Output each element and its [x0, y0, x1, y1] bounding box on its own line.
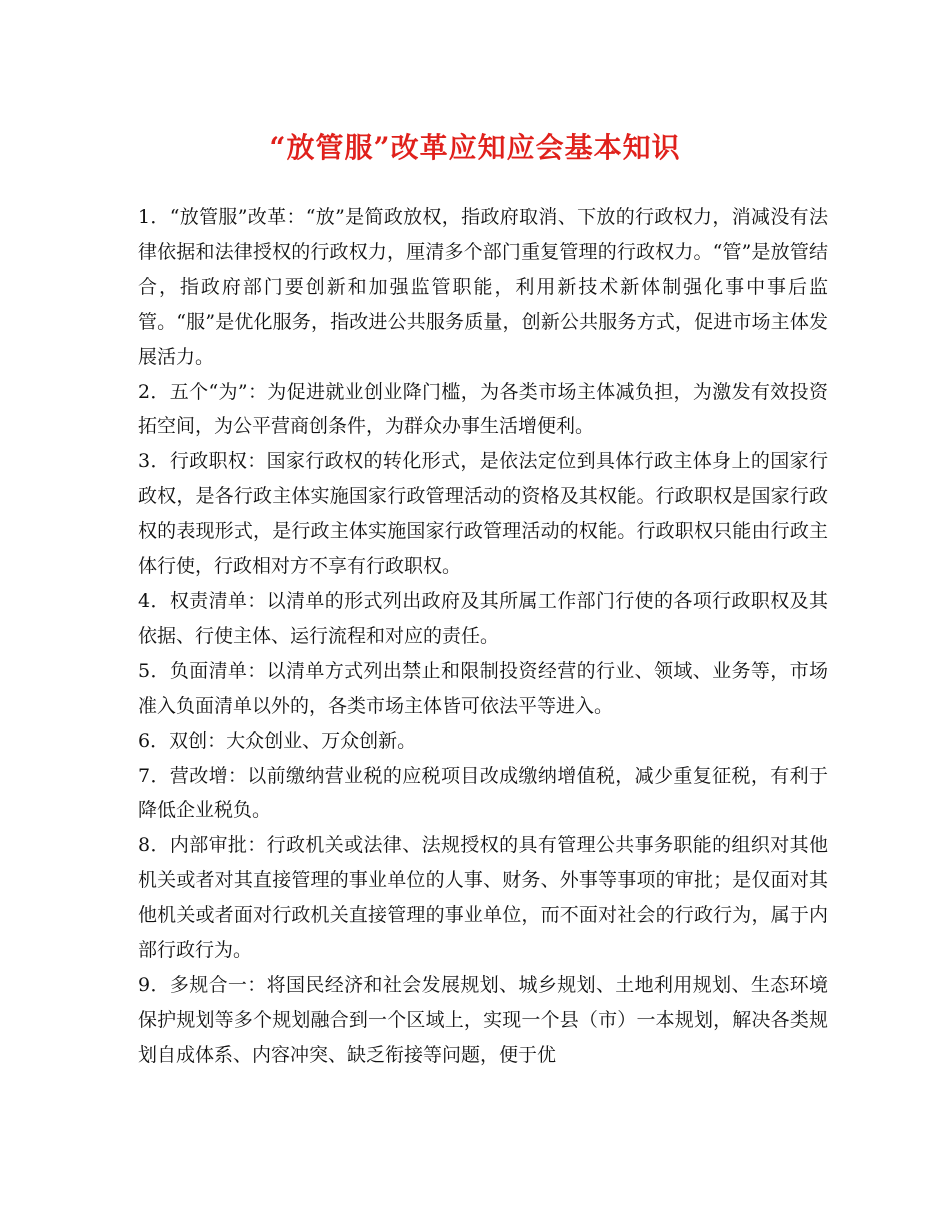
- paragraph-2: 2．五个“为”：为促进就业创业降门槛，为各类市场主体减负担，为激发有效投资拓空间，为公平营商创条件，为群众办事生活增便利。: [138, 380, 828, 438]
- document-title: “放管服”改革应知应会基本知识: [269, 131, 681, 164]
- document-body: [138, 200, 828, 1073]
- paragraph-6: 6．双创：大众创业、万众创新。: [138, 729, 417, 752]
- paragraph-1: 1．“放管服”改革：“放”是简政放权，指政府取消、下放的行政权力，消减没有法律依据和法律授权的行政权力，厘清多个部门重复管理的行政权力。“管”是放管结合，指政府部门要创新和加强监管职能，利用新技术新体制强化事中事后监管。“服”是优化服务，指改进公共服务质量，创新公共服务方式，促进市场主体发展活力。: [138, 206, 828, 368]
- paragraph-8: 8．内部审批：行政机关或法律、法规授权的具有管理公共事务职能的组织对其他机关或者对其直接管理的事业单位的人事、财务、外事等事项的审批；是仅面对其他机关或者面对行政机关直接管理的事业单位，而不面对社会的行政行为，属于内部行政行为。: [138, 834, 828, 962]
- paragraph-5: 5．负面清单：以清单方式列出禁止和限制投资经营的行业、领域、业务等，市场准入负面清单以外的，各类市场主体皆可依法平等进入。: [138, 659, 828, 717]
- paragraph-7: 7．营改增：以前缴纳营业税的应税项目改成缴纳增值税，减少重复征税，有利于降低企业税负。: [138, 764, 828, 822]
- paragraph-9: 9．多规合一：将国民经济和社会发展规划、城乡规划、土地利用规划、生态环境保护规划等多个规划融合到一个区域上，实现一个县（市）一本规划，解决各类规划自成体系、内容冲突、缺乏衔接等问题，便于优: [138, 973, 828, 1066]
- paragraph-3: 3．行政职权：国家行政权的转化形式，是依法定位到具体行政主体身上的国家行政权，是各行政主体实施国家行政管理活动的资格及其权能。行政职权是国家行政权的表现形式，是行政主体实施国家行政管理活动的权能。行政职权只能由行政主体行使，行政相对方不享有行政职权。: [138, 450, 828, 578]
- paragraph-4: 4．权责清单：以清单的形式列出政府及其所属工作部门行使的各项行政职权及其依据、行使主体、运行流程和对应的责任。: [138, 589, 828, 647]
